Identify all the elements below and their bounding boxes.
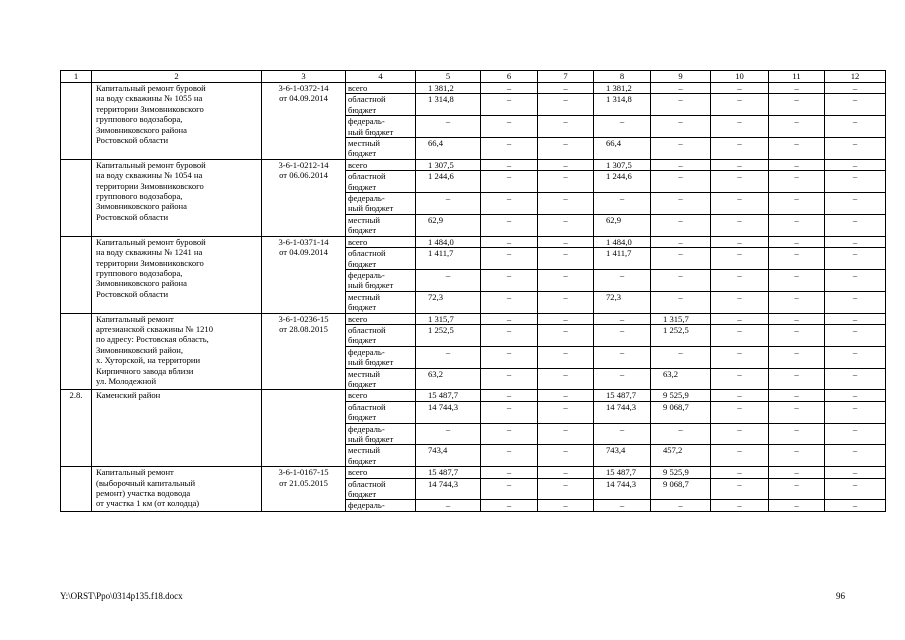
- value-cell: –: [711, 390, 769, 401]
- value-cell: 15 487,7: [416, 467, 481, 478]
- value-cell: 1 315,7: [416, 313, 481, 324]
- value-cell: –: [416, 423, 481, 445]
- value-cell: –: [769, 324, 825, 346]
- value-cell: –: [538, 324, 594, 346]
- value-cell: –: [651, 171, 711, 193]
- value-cell: –: [481, 390, 538, 401]
- item-number: [61, 159, 92, 236]
- value-cell: 1 315,7: [651, 313, 711, 324]
- value-cell: 9 068,7: [651, 478, 711, 500]
- value-cell: –: [825, 346, 886, 368]
- funding-source: федераль- ный бюджет: [346, 269, 416, 291]
- value-cell: –: [825, 368, 886, 390]
- funding-source: всего: [346, 467, 416, 478]
- value-cell: –: [769, 313, 825, 324]
- value-cell: –: [825, 248, 886, 270]
- value-cell: –: [538, 423, 594, 445]
- value-cell: –: [481, 467, 538, 478]
- value-cell: 14 744,3: [594, 478, 651, 500]
- value-cell: –: [825, 423, 886, 445]
- funding-source: областной бюджет: [346, 401, 416, 423]
- value-cell: –: [825, 171, 886, 193]
- value-cell: –: [416, 500, 481, 511]
- col-header-2: 2: [92, 71, 262, 83]
- value-cell: –: [538, 346, 594, 368]
- value-cell: –: [538, 94, 594, 116]
- value-cell: 9 525,9: [651, 390, 711, 401]
- value-cell: –: [538, 467, 594, 478]
- value-cell: –: [594, 193, 651, 215]
- value-cell: –: [769, 368, 825, 390]
- value-cell: –: [825, 445, 886, 467]
- value-cell: –: [825, 478, 886, 500]
- value-cell: 72,3: [416, 291, 481, 313]
- value-cell: –: [481, 138, 538, 160]
- value-cell: –: [538, 171, 594, 193]
- item-number: [61, 83, 92, 160]
- item-number: [61, 313, 92, 390]
- object-description: Капитальный ремонт буровой на воду скважины № 1055 на территории Зимовниковского группового водозабора, Зимовниковского района Ростовской области: [92, 83, 262, 160]
- value-cell: –: [481, 236, 538, 247]
- value-cell: –: [769, 248, 825, 270]
- value-cell: –: [711, 138, 769, 160]
- value-cell: –: [825, 390, 886, 401]
- value-cell: –: [769, 291, 825, 313]
- value-cell: 1 244,6: [416, 171, 481, 193]
- value-cell: 743,4: [416, 445, 481, 467]
- value-cell: –: [711, 500, 769, 511]
- value-cell: 15 487,7: [416, 390, 481, 401]
- value-cell: –: [538, 159, 594, 170]
- value-cell: –: [594, 500, 651, 511]
- value-cell: –: [825, 236, 886, 247]
- funding-source: областной бюджет: [346, 324, 416, 346]
- value-cell: –: [651, 269, 711, 291]
- value-cell: –: [711, 236, 769, 247]
- value-cell: –: [416, 116, 481, 138]
- value-cell: –: [651, 116, 711, 138]
- funding-source: областной бюджет: [346, 478, 416, 500]
- expertise-code: 3-6-1-0371-14 от 04.09.2014: [262, 236, 346, 313]
- value-cell: 63,2: [651, 368, 711, 390]
- value-cell: –: [481, 346, 538, 368]
- table-row: [61, 83, 886, 94]
- value-cell: –: [825, 214, 886, 236]
- value-cell: –: [711, 313, 769, 324]
- value-cell: –: [538, 83, 594, 94]
- value-cell: –: [538, 500, 594, 511]
- value-cell: –: [769, 467, 825, 478]
- value-cell: –: [769, 116, 825, 138]
- value-cell: –: [594, 368, 651, 390]
- value-cell: –: [769, 236, 825, 247]
- value-cell: –: [769, 94, 825, 116]
- value-cell: –: [769, 171, 825, 193]
- value-cell: –: [825, 83, 886, 94]
- object-description: Капитальный ремонт артезианской скважины № 1210 по адресу: Ростовская область, Зимовниковский район, х. Хуторской, на территории Кирпичного завода вблизи ул. Молодежной: [92, 313, 262, 390]
- funding-source: местный бюджет: [346, 445, 416, 467]
- value-cell: –: [594, 116, 651, 138]
- funding-source: федераль- ный бюджет: [346, 346, 416, 368]
- value-cell: 1 314,8: [594, 94, 651, 116]
- value-cell: –: [651, 214, 711, 236]
- value-cell: –: [825, 159, 886, 170]
- value-cell: –: [594, 269, 651, 291]
- value-cell: –: [825, 193, 886, 215]
- value-cell: –: [769, 159, 825, 170]
- expertise-code: 3-6-1-0212-14 от 06.06.2014: [262, 159, 346, 236]
- value-cell: –: [481, 500, 538, 511]
- value-cell: –: [594, 313, 651, 324]
- value-cell: –: [711, 116, 769, 138]
- funding-source: областной бюджет: [346, 94, 416, 116]
- table-row: [61, 467, 886, 478]
- col-header-7: 7: [538, 71, 594, 83]
- value-cell: 1 411,7: [416, 248, 481, 270]
- value-cell: –: [651, 193, 711, 215]
- value-cell: –: [825, 313, 886, 324]
- value-cell: –: [769, 138, 825, 160]
- budget-table: [60, 70, 886, 512]
- value-cell: –: [711, 193, 769, 215]
- value-cell: –: [481, 83, 538, 94]
- value-cell: –: [481, 171, 538, 193]
- table-row: [61, 313, 886, 324]
- object-description: Капитальный ремонт (выборочный капитальный ремонт) участка водовода от участка 1 км (от колодца): [92, 467, 262, 512]
- col-header-10: 10: [711, 71, 769, 83]
- funding-source: областной бюджет: [346, 171, 416, 193]
- value-cell: –: [711, 445, 769, 467]
- expertise-code: [262, 390, 346, 467]
- funding-source: местный бюджет: [346, 291, 416, 313]
- value-cell: 66,4: [416, 138, 481, 160]
- expertise-code: 3-6-1-0167-15 от 21.05.2015: [262, 467, 346, 512]
- expertise-code: 3-6-1-0372-14 от 04.09.2014: [262, 83, 346, 160]
- value-cell: –: [538, 248, 594, 270]
- funding-source: местный бюджет: [346, 138, 416, 160]
- value-cell: –: [481, 291, 538, 313]
- value-cell: 457,2: [651, 445, 711, 467]
- value-cell: –: [538, 269, 594, 291]
- value-cell: 63,2: [416, 368, 481, 390]
- value-cell: –: [594, 324, 651, 346]
- value-cell: –: [538, 313, 594, 324]
- value-cell: –: [481, 214, 538, 236]
- value-cell: 1 244,6: [594, 171, 651, 193]
- value-cell: 62,9: [594, 214, 651, 236]
- value-cell: –: [651, 236, 711, 247]
- col-header-9: 9: [651, 71, 711, 83]
- col-header-8: 8: [594, 71, 651, 83]
- value-cell: 1 484,0: [594, 236, 651, 247]
- expertise-code: 3-6-1-0236-15 от 28.08.2015: [262, 313, 346, 390]
- value-cell: –: [711, 467, 769, 478]
- value-cell: –: [481, 423, 538, 445]
- col-header-3: 3: [262, 71, 346, 83]
- value-cell: 1 307,5: [594, 159, 651, 170]
- funding-source: местный бюджет: [346, 368, 416, 390]
- value-cell: 1 307,5: [416, 159, 481, 170]
- value-cell: –: [711, 94, 769, 116]
- value-cell: –: [711, 291, 769, 313]
- value-cell: –: [651, 500, 711, 511]
- value-cell: 9 525,9: [651, 467, 711, 478]
- col-header-4: 4: [346, 71, 416, 83]
- funding-source: всего: [346, 159, 416, 170]
- value-cell: 1 484,0: [416, 236, 481, 247]
- value-cell: –: [538, 193, 594, 215]
- value-cell: –: [825, 324, 886, 346]
- value-cell: –: [481, 269, 538, 291]
- value-cell: 1 381,2: [416, 83, 481, 94]
- value-cell: 743,4: [594, 445, 651, 467]
- funding-source: местный бюджет: [346, 214, 416, 236]
- value-cell: –: [711, 214, 769, 236]
- funding-source: всего: [346, 236, 416, 247]
- value-cell: –: [651, 159, 711, 170]
- value-cell: 9 068,7: [651, 401, 711, 423]
- value-cell: –: [481, 248, 538, 270]
- value-cell: –: [481, 478, 538, 500]
- value-cell: 1 252,5: [416, 324, 481, 346]
- value-cell: –: [711, 478, 769, 500]
- value-cell: –: [769, 401, 825, 423]
- funding-source: федераль- ный бюджет: [346, 423, 416, 445]
- value-cell: –: [481, 94, 538, 116]
- value-cell: 72,3: [594, 291, 651, 313]
- col-header-5: 5: [416, 71, 481, 83]
- value-cell: 66,4: [594, 138, 651, 160]
- value-cell: 15 487,7: [594, 390, 651, 401]
- value-cell: –: [825, 138, 886, 160]
- value-cell: –: [651, 423, 711, 445]
- value-cell: –: [651, 83, 711, 94]
- value-cell: 62,9: [416, 214, 481, 236]
- col-header-11: 11: [769, 71, 825, 83]
- value-cell: –: [769, 423, 825, 445]
- value-cell: –: [481, 313, 538, 324]
- value-cell: –: [538, 368, 594, 390]
- value-cell: –: [711, 401, 769, 423]
- value-cell: –: [651, 346, 711, 368]
- value-cell: –: [769, 445, 825, 467]
- value-cell: –: [769, 193, 825, 215]
- value-cell: –: [711, 423, 769, 445]
- table-body: [61, 83, 886, 512]
- value-cell: –: [416, 346, 481, 368]
- value-cell: –: [481, 445, 538, 467]
- value-cell: 14 744,3: [594, 401, 651, 423]
- value-cell: –: [769, 269, 825, 291]
- value-cell: –: [594, 423, 651, 445]
- funding-source: всего: [346, 313, 416, 324]
- value-cell: –: [481, 324, 538, 346]
- value-cell: –: [481, 159, 538, 170]
- value-cell: –: [538, 138, 594, 160]
- value-cell: –: [538, 401, 594, 423]
- value-cell: –: [538, 291, 594, 313]
- value-cell: 1 252,5: [651, 324, 711, 346]
- funding-source: федераль- ный бюджет: [346, 193, 416, 215]
- value-cell: –: [825, 94, 886, 116]
- funding-source: областной бюджет: [346, 248, 416, 270]
- funding-source: всего: [346, 83, 416, 94]
- item-number: 2.8.: [61, 390, 92, 467]
- value-cell: –: [538, 478, 594, 500]
- col-header-12: 12: [825, 71, 886, 83]
- value-cell: 1 314,8: [416, 94, 481, 116]
- value-cell: –: [651, 248, 711, 270]
- value-cell: –: [769, 346, 825, 368]
- value-cell: –: [538, 214, 594, 236]
- value-cell: –: [416, 193, 481, 215]
- value-cell: 1 381,2: [594, 83, 651, 94]
- value-cell: –: [538, 116, 594, 138]
- value-cell: –: [825, 116, 886, 138]
- table-row: [61, 159, 886, 170]
- value-cell: 1 411,7: [594, 248, 651, 270]
- value-cell: –: [711, 248, 769, 270]
- value-cell: 14 744,3: [416, 478, 481, 500]
- value-cell: –: [825, 291, 886, 313]
- footer-file-path: Y:\ORST\Ppo\0314p135.f18.docx: [60, 591, 183, 601]
- table-row: [61, 390, 886, 401]
- table-row: [61, 236, 886, 247]
- col-header-1: 1: [61, 71, 92, 83]
- funding-source: федераль- ный бюджет: [346, 116, 416, 138]
- value-cell: –: [711, 368, 769, 390]
- value-cell: –: [481, 401, 538, 423]
- value-cell: –: [481, 193, 538, 215]
- value-cell: –: [711, 83, 769, 94]
- value-cell: –: [711, 346, 769, 368]
- value-cell: –: [825, 500, 886, 511]
- value-cell: –: [711, 159, 769, 170]
- value-cell: –: [538, 390, 594, 401]
- footer-page-number: 96: [836, 591, 845, 601]
- value-cell: –: [769, 214, 825, 236]
- value-cell: –: [825, 467, 886, 478]
- item-number: [61, 236, 92, 313]
- value-cell: –: [769, 390, 825, 401]
- value-cell: –: [825, 401, 886, 423]
- value-cell: –: [769, 478, 825, 500]
- object-description: Капитальный ремонт буровой на воду скважины № 1054 на территории Зимовниковского группового водозабора, Зимовниковского района Ростовской области: [92, 159, 262, 236]
- funding-source: всего: [346, 390, 416, 401]
- value-cell: –: [711, 171, 769, 193]
- value-cell: –: [651, 94, 711, 116]
- object-description: Капитальный ремонт буровой на воду скважины № 1241 на территории Зимовниковского группового водозабора, Зимовниковского района Ростовской области: [92, 236, 262, 313]
- value-cell: –: [651, 138, 711, 160]
- value-cell: –: [711, 269, 769, 291]
- value-cell: –: [711, 324, 769, 346]
- value-cell: –: [769, 500, 825, 511]
- value-cell: 14 744,3: [416, 401, 481, 423]
- value-cell: –: [481, 368, 538, 390]
- value-cell: –: [825, 269, 886, 291]
- value-cell: –: [594, 346, 651, 368]
- funding-source: федераль-: [346, 500, 416, 511]
- header-row: [61, 71, 886, 83]
- value-cell: –: [651, 291, 711, 313]
- object-description: Каменский район: [92, 390, 262, 467]
- col-header-6: 6: [481, 71, 538, 83]
- value-cell: –: [769, 83, 825, 94]
- value-cell: –: [538, 236, 594, 247]
- item-number: [61, 467, 92, 512]
- value-cell: –: [538, 445, 594, 467]
- value-cell: 15 487,7: [594, 467, 651, 478]
- value-cell: –: [416, 269, 481, 291]
- value-cell: –: [481, 116, 538, 138]
